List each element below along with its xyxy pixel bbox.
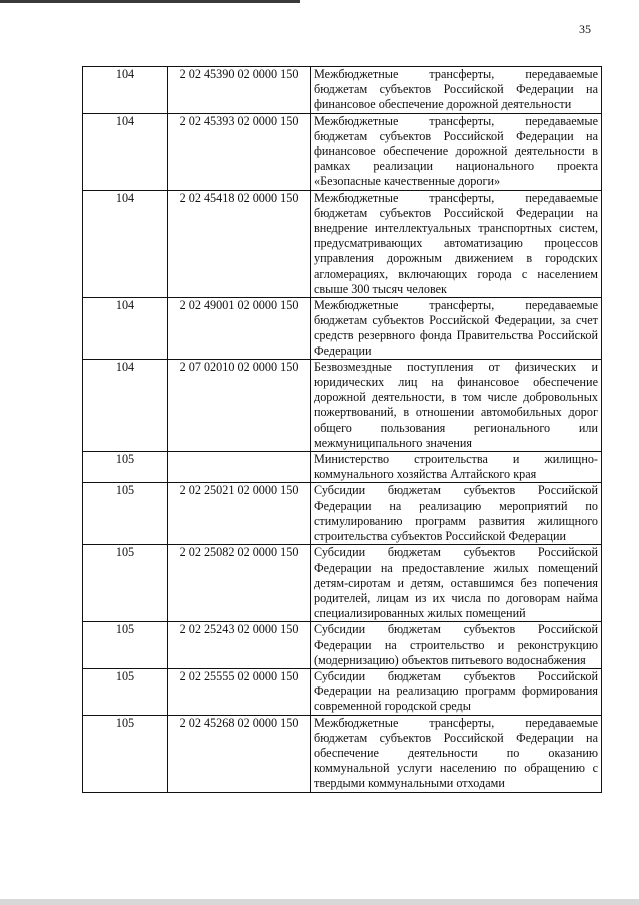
admin-code-cell: 105 <box>83 715 168 792</box>
revenue-name-cell: Субсидии бюджетам субъектов Российской Федерации на строительство и реконструкцию (модернизацию) объектов питьевого водоснабжения <box>311 622 602 669</box>
table-row <box>83 359 602 451</box>
admin-code-cell: 105 <box>83 452 168 483</box>
table-row <box>83 715 602 792</box>
table-row <box>83 545 602 622</box>
admin-code-cell: 104 <box>83 298 168 360</box>
scan-edge-top <box>0 0 300 3</box>
table-row <box>83 483 602 545</box>
table-row <box>83 113 602 190</box>
budget-code-cell: 2 02 25021 02 0000 150 <box>168 483 311 545</box>
table-row <box>83 452 602 483</box>
table-row <box>83 622 602 669</box>
budget-code-cell: 2 02 25555 02 0000 150 <box>168 668 311 715</box>
revenue-name-cell: Субсидии бюджетам субъектов Российской Федерации на реализацию программ формирования современной городской среды <box>311 668 602 715</box>
table-row <box>83 298 602 360</box>
admin-code-cell: 105 <box>83 668 168 715</box>
revenue-name-cell: Межбюджетные трансферты, передаваемые бюджетам субъектов Российской Федерации, за счет средств резервного фонда Правительства Российской Федерации <box>311 298 602 360</box>
budget-codes-table <box>82 66 602 793</box>
budget-code-cell: 2 02 45393 02 0000 150 <box>168 113 311 190</box>
budget-code-cell: 2 02 45268 02 0000 150 <box>168 715 311 792</box>
admin-code-cell: 105 <box>83 483 168 545</box>
admin-code-cell: 104 <box>83 113 168 190</box>
admin-code-cell: 105 <box>83 545 168 622</box>
revenue-name-cell: Субсидии бюджетам субъектов Российской Федерации на реализацию мероприятий по стимулированию программ развития жилищного строительства субъектов Российской Федерации <box>311 483 602 545</box>
table-row <box>83 190 602 297</box>
revenue-name-cell: Межбюджетные трансферты, передаваемые бюджетам субъектов Российской Федерации на обеспечение деятельности по оказанию коммунальной услуги населению по обращению с твердыми коммунальными отходами <box>311 715 602 792</box>
admin-code-cell: 105 <box>83 622 168 669</box>
scan-edge-bottom <box>0 899 639 905</box>
admin-code-cell: 104 <box>83 359 168 451</box>
page-number: 35 <box>579 22 591 36</box>
revenue-name-cell: Межбюджетные трансферты, передаваемые бюджетам субъектов Российской Федерации на финансовое обеспечение дорожной деятельности в рамках реализации национального проекта «Безопасные качественные дороги» <box>311 113 602 190</box>
revenue-name-cell: Межбюджетные трансферты, передаваемые бюджетам субъектов Российской Федерации на финансовое обеспечение дорожной деятельности <box>311 67 602 114</box>
budget-code-cell <box>168 452 311 483</box>
budget-code-cell: 2 02 45418 02 0000 150 <box>168 190 311 297</box>
budget-code-cell: 2 02 45390 02 0000 150 <box>168 67 311 114</box>
table-row <box>83 67 602 114</box>
table-row <box>83 668 602 715</box>
budget-code-cell: 2 02 49001 02 0000 150 <box>168 298 311 360</box>
admin-code-cell: 104 <box>83 67 168 114</box>
revenue-name-cell: Межбюджетные трансферты, передаваемые бюджетам субъектов Российской Федерации на внедрение интеллектуальных транспортных систем, предусматривающих автоматизацию процессов управления дорожным движением в городских агломерациях, включающих города с населением свыше 300 тысяч человек <box>311 190 602 297</box>
admin-code-cell: 104 <box>83 190 168 297</box>
revenue-name-cell: Безвозмездные поступления от физических и юридических лиц на финансовое обеспечение дорожной деятельности, в том числе добровольных пожертвований, в отношении автомобильных дорог общего пользования регионального или межмуниципального значения <box>311 359 602 451</box>
table-body <box>83 67 602 793</box>
budget-code-cell: 2 07 02010 02 0000 150 <box>168 359 311 451</box>
budget-code-cell: 2 02 25082 02 0000 150 <box>168 545 311 622</box>
revenue-name-cell: Субсидии бюджетам субъектов Российской Федерации на предоставление жилых помещений детям-сиротам и детям, оставшимся без попечения родителей, лицам из их числа по договорам найма специализированных жилых помещений <box>311 545 602 622</box>
revenue-name-cell: Министерство строительства и жилищно-коммунального хозяйства Алтайского края <box>311 452 602 483</box>
budget-code-cell: 2 02 25243 02 0000 150 <box>168 622 311 669</box>
